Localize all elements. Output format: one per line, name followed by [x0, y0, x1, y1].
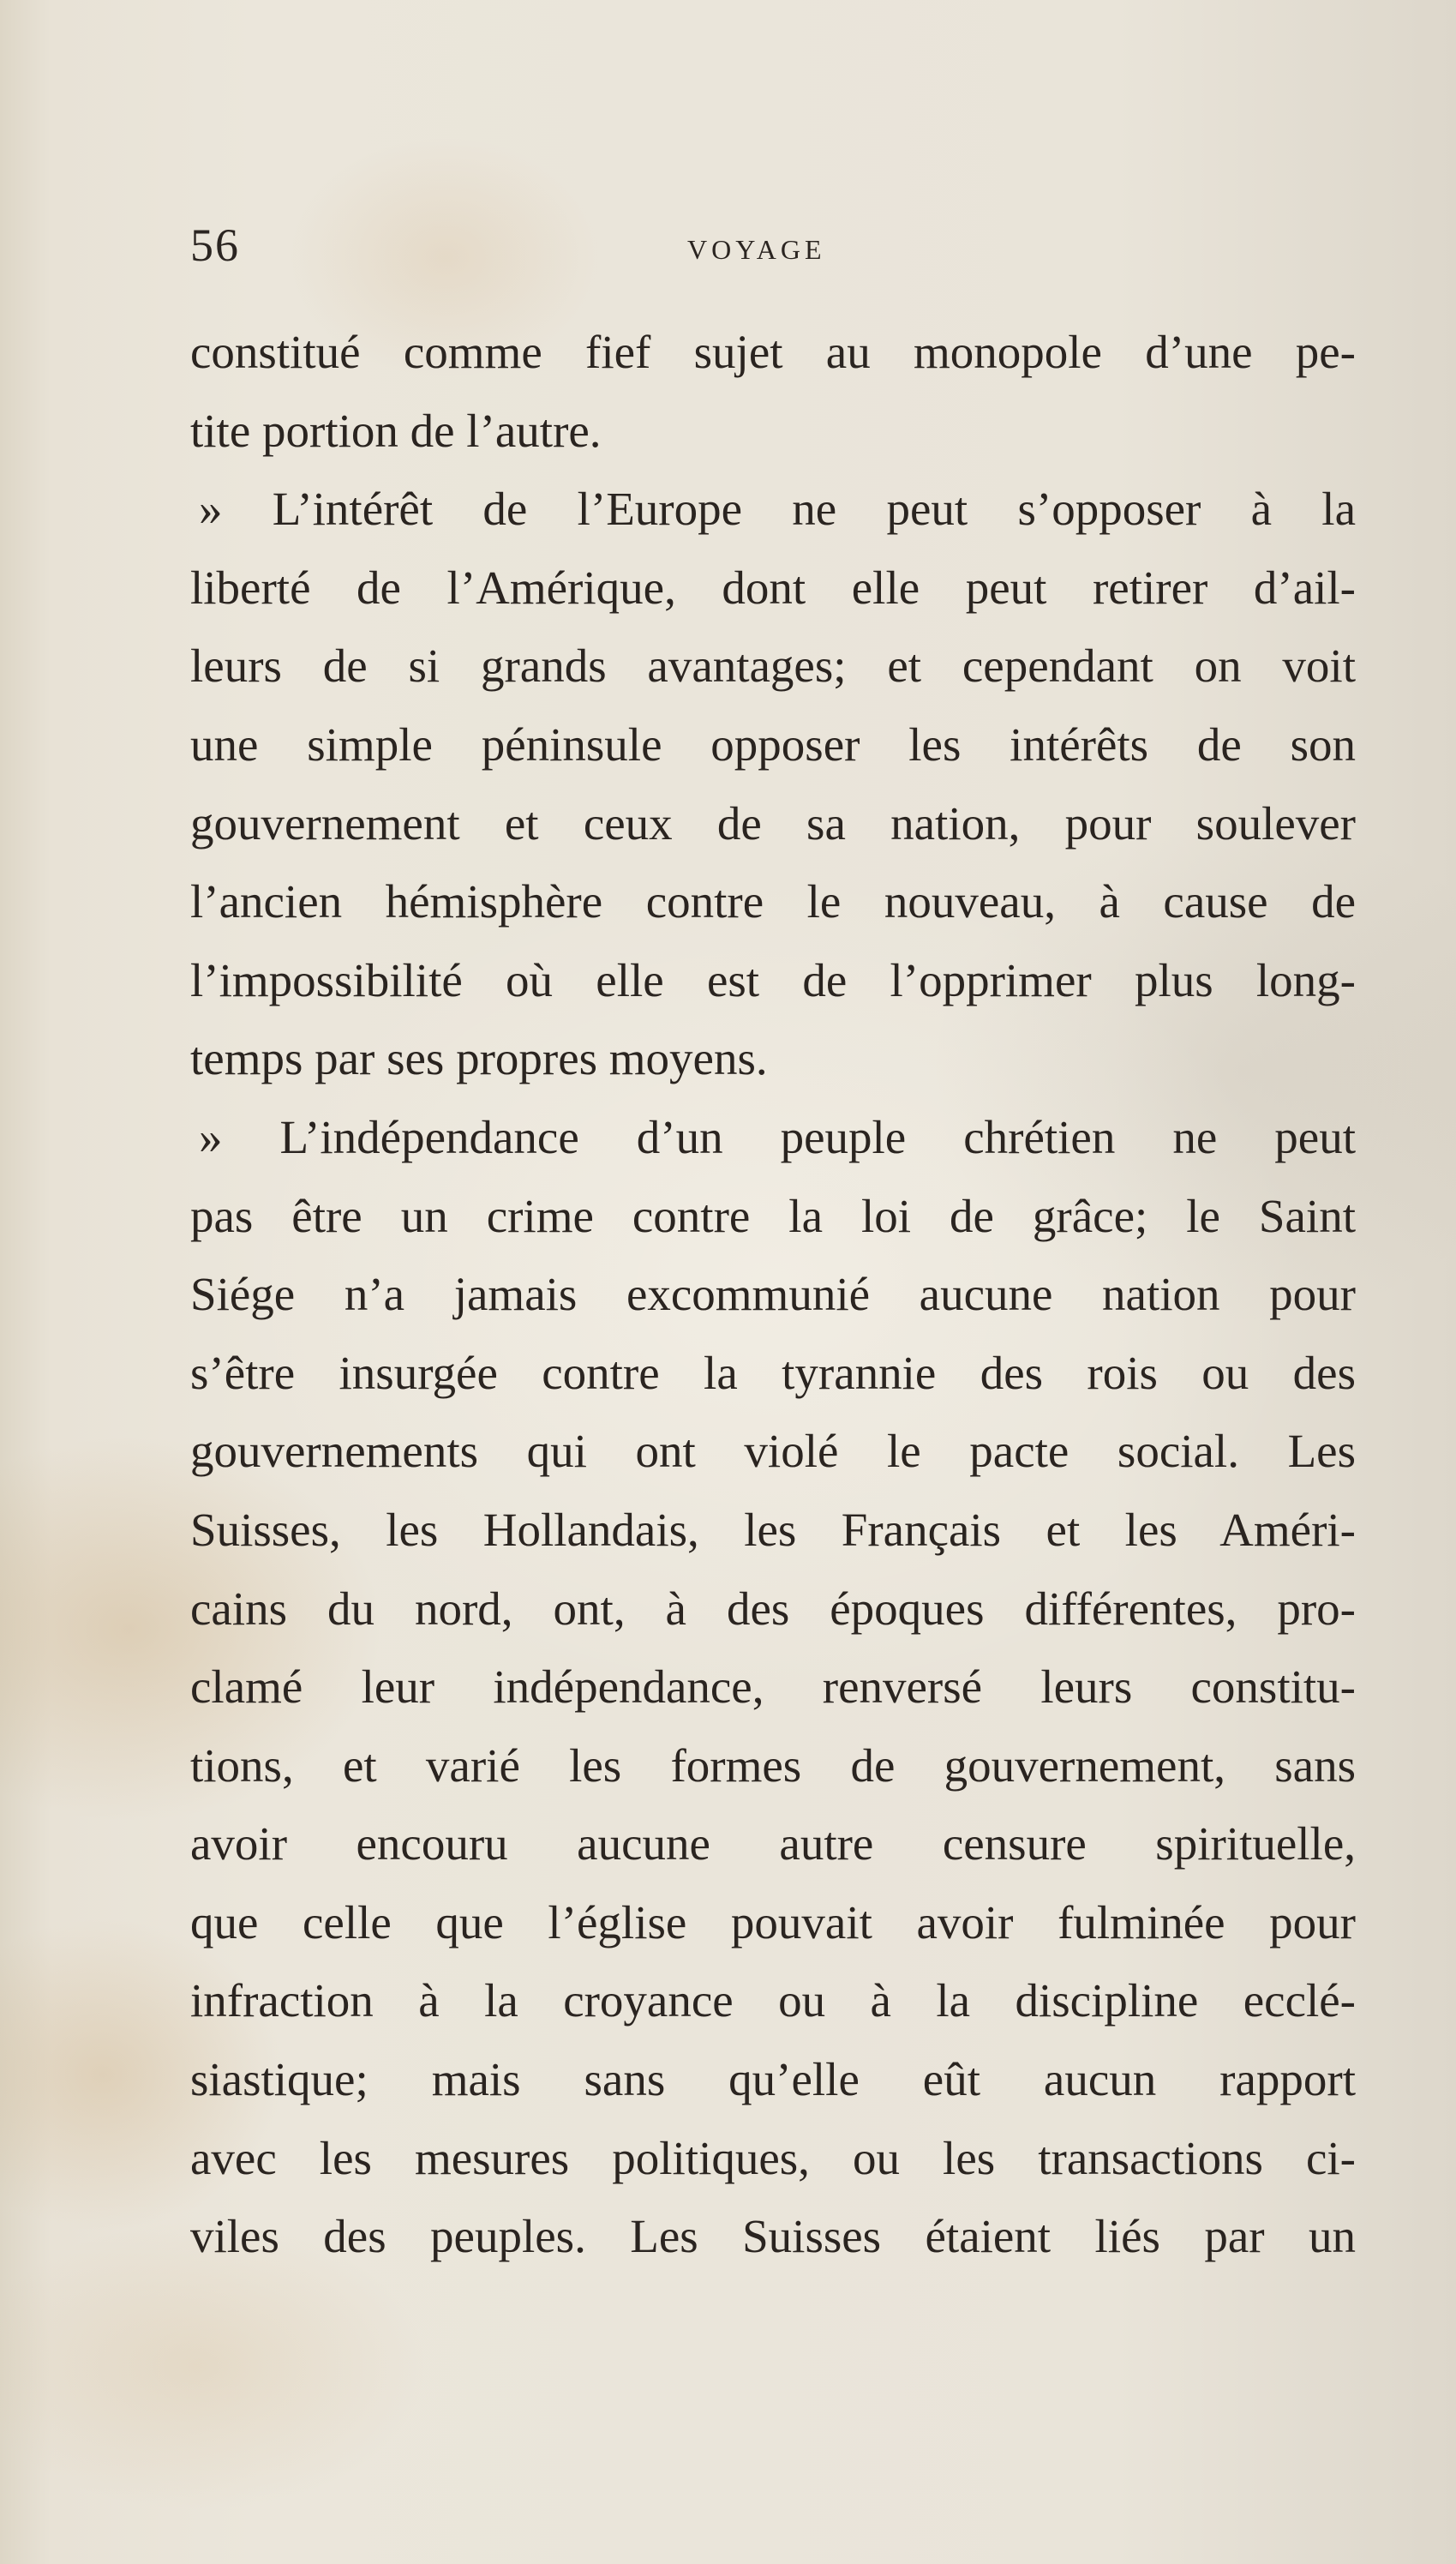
text-line: infraction à la croyance ou à la discipline ecclé- [190, 1974, 1356, 2027]
text-line: siastique; mais sans qu’elle eût aucun rapport [190, 2053, 1356, 2106]
text-line: gouvernements qui ont violé le pacte social. Les [190, 1425, 1356, 1478]
text-line: s’être insurgée contre la tyrannie des rois ou des [190, 1346, 1356, 1399]
text-line: l’ancien hémisphère contre le nouveau, à cause de [190, 875, 1356, 928]
text-line: constitué comme fief sujet au monopole d’une pe- [190, 326, 1356, 378]
text-line: une simple péninsule opposer les intérêts de son [190, 718, 1356, 771]
paragraph-start-line: » L’intérêt de l’Europe ne peut s’opposer à la [199, 483, 1356, 536]
running-title: VOYAGE [687, 234, 826, 265]
text-line: que celle que l’église pouvait avoir fulminée pour [190, 1895, 1356, 1949]
text-line: pas être un crime contre la loi de grâce; le Saint [190, 1189, 1356, 1242]
page-number: 56 [190, 219, 240, 271]
body-text [190, 313, 1356, 2276]
text-line: gouvernement et ceux de sa nation, pour soulever [190, 796, 1356, 850]
paragraph-start-line: » L’indépendance d’un peuple chrétien ne peut [199, 1110, 1356, 1163]
text-line: leurs de si grands avantages; et cependant on voit [190, 639, 1356, 693]
text-line: tite portion de l’autre. [190, 404, 602, 457]
text-line: l’impossibilité où elle est de l’opprimer plus long- [190, 953, 1356, 1006]
text-line: tions, et varié les formes de gouvernement, sans [190, 1738, 1356, 1792]
text-line: avoir encouru aucune autre censure spirituelle, [190, 1817, 1356, 1870]
text-line: Suisses, les Hollandais, les Français et les Améri- [190, 1503, 1356, 1556]
text-line: viles des peuples. Les Suisses étaient liés par un [190, 2210, 1356, 2263]
text-line: cains du nord, ont, à des époques différentes, pro- [190, 1582, 1356, 1635]
text-line: avec les mesures politiques, ou les transactions ci- [190, 2131, 1356, 2184]
text-line: clamé leur indépendance, renversé leurs constitu- [190, 1660, 1356, 1714]
running-head [190, 219, 1356, 287]
text-line: temps par ses propres moyens. [190, 1032, 768, 1085]
text-line: liberté de l’Amérique, dont elle peut retirer d’ail- [190, 561, 1356, 614]
text-line: Siége n’a jamais excommunié aucune nation pour [190, 1268, 1356, 1321]
